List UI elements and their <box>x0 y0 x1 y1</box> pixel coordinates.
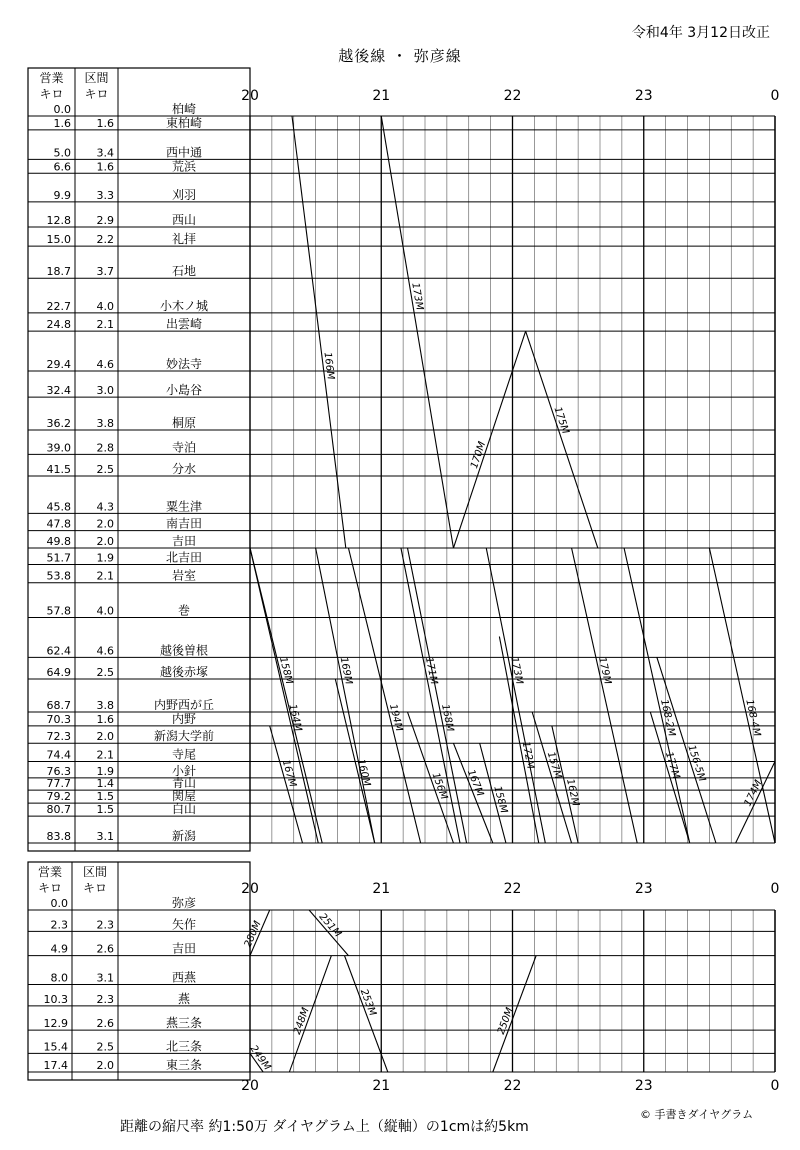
station-name: 吉田 <box>171 941 197 956</box>
station-name: 寺泊 <box>171 440 197 455</box>
station-km: 79.2 <box>46 790 71 804</box>
station-name: 小島谷 <box>165 383 203 398</box>
station-kukan-km: 3.8 <box>96 699 114 713</box>
station-kukan-km: 2.3 <box>96 918 114 932</box>
station-kukan-km: 1.5 <box>96 803 114 817</box>
station-kukan-km: 3.7 <box>96 265 114 279</box>
station-name: 吉田 <box>171 534 197 549</box>
station-name: 西山 <box>171 213 197 228</box>
echigo-train-168M <box>408 548 467 843</box>
header-kukan-kilo: 区間 <box>84 71 109 85</box>
echigo-train-label: 170M <box>469 440 489 471</box>
station-kukan-km: 3.4 <box>96 146 114 160</box>
echigo-train-label: 160M <box>354 758 373 788</box>
station-km: 15.0 <box>46 233 71 247</box>
station-kukan-km: 4.6 <box>96 358 114 372</box>
echigo-train-164M <box>250 548 318 843</box>
station-km: 49.8 <box>46 535 71 549</box>
station-km: 36.2 <box>46 417 71 431</box>
station-km: 24.8 <box>46 318 71 332</box>
station-kukan-km: 2.0 <box>96 535 114 549</box>
station-name: 刈羽 <box>171 187 197 202</box>
station-kukan-km: 1.6 <box>96 116 114 130</box>
station-km: 6.6 <box>53 160 71 174</box>
hour-label: 0 <box>770 881 780 897</box>
station-name: 関屋 <box>171 789 197 804</box>
hour-label-bottom: 22 <box>503 1078 522 1094</box>
station-kukan-km: 2.6 <box>96 942 114 956</box>
hour-label-bottom: 0 <box>770 1078 780 1094</box>
station-kukan-km: 1.5 <box>96 790 114 804</box>
station-kukan-km: 1.9 <box>96 764 114 778</box>
echigo-train-label: 156M <box>429 771 450 802</box>
station-km: 57.8 <box>46 604 71 618</box>
echigo-train-label: 173M <box>409 281 425 312</box>
station-km: 51.7 <box>46 551 71 565</box>
hour-label: 23 <box>634 88 653 104</box>
station-km: 2.3 <box>50 918 68 932</box>
hour-label: 20 <box>241 88 259 104</box>
station-km: 47.8 <box>46 517 71 531</box>
echigo-line-diagram <box>28 68 779 851</box>
copyright: © 手書きダイヤグラム <box>640 1108 754 1121</box>
station-kukan-km: 2.1 <box>96 318 114 332</box>
echigo-train-168-2M <box>624 548 690 843</box>
echigo-train-label: 171M <box>422 656 440 686</box>
station-kukan-km: 4.3 <box>96 500 114 514</box>
header-kukan-kilo: キロ <box>82 881 108 895</box>
echigo-train-label: 156-5M <box>685 743 708 783</box>
station-name: 東柏崎 <box>165 115 203 130</box>
echigo-train-173M <box>381 116 453 548</box>
station-kukan-km: 1.4 <box>96 777 114 791</box>
echigo-train-label: 168-2M <box>658 698 677 738</box>
hour-label: 22 <box>503 881 522 897</box>
hour-label: 23 <box>634 881 653 897</box>
station-name: 粟生津 <box>165 499 203 514</box>
page-title: 越後線 ・ 弥彦線 <box>338 47 462 65</box>
station-km: 5.0 <box>53 146 71 160</box>
yahiko-line-diagram <box>28 862 779 1094</box>
station-km: 1.6 <box>53 116 71 130</box>
station-km: 39.0 <box>46 441 71 455</box>
station-km: 83.8 <box>46 830 71 843</box>
station-kukan-km: 3.0 <box>96 384 114 398</box>
station-km: 74.4 <box>46 748 71 762</box>
echigo-train-label: 179M <box>596 656 613 686</box>
station-kukan-km: 2.0 <box>96 730 114 744</box>
station-kukan-km: 2.0 <box>96 1059 114 1072</box>
station-name: 岩室 <box>171 568 197 583</box>
station-km: 62.4 <box>46 644 71 658</box>
station-kukan-km: 2.9 <box>96 214 114 228</box>
station-kukan-km: 3.8 <box>96 417 114 431</box>
header-eigyo-kilo: 営業 <box>39 71 64 85</box>
station-km: 80.7 <box>46 803 71 817</box>
station-name: 青山 <box>171 776 197 791</box>
station-name: 石地 <box>171 264 197 279</box>
station-km: 9.9 <box>53 188 71 202</box>
header-kukan-kilo: キロ <box>84 87 109 101</box>
hour-label-bottom: 23 <box>634 1078 653 1094</box>
station-km: 0.0 <box>53 103 71 116</box>
station-km: 4.9 <box>50 942 68 956</box>
echigo-train-label: 175M <box>551 405 571 436</box>
echigo-train-label: 167M <box>464 768 486 798</box>
station-km: 18.7 <box>46 265 71 279</box>
station-name: 巻 <box>177 603 191 618</box>
yahiko-train-248M <box>289 956 331 1072</box>
station-km: 72.3 <box>46 730 71 744</box>
echigo-train-label: 166M <box>321 351 336 381</box>
station-kukan-km: 2.8 <box>96 441 114 455</box>
station-name: 越後赤塚 <box>159 665 209 680</box>
station-km: 12.8 <box>46 214 71 228</box>
station-kukan-km: 2.1 <box>96 748 114 762</box>
station-name: 寺尾 <box>171 747 197 762</box>
station-name: 燕 <box>177 991 191 1006</box>
yahiko-train-label: 248M <box>291 1006 312 1037</box>
echigo-train-label: 172M <box>519 740 536 770</box>
echigo-train-169M <box>316 548 375 843</box>
station-km: 22.7 <box>46 299 71 313</box>
station-km: 70.3 <box>46 712 71 726</box>
station-name: 西中通 <box>165 145 203 160</box>
echigo-train-168-4M <box>709 548 775 843</box>
station-name: 北三条 <box>165 1039 203 1054</box>
echigo-train-158M <box>250 548 322 843</box>
station-km: 53.8 <box>46 569 71 583</box>
yahiko-train-label: 249M <box>247 1043 273 1073</box>
yahiko-train-label: 251M <box>316 911 344 940</box>
station-kukan-km: 2.5 <box>96 1040 114 1054</box>
header-eigyo-kilo: キロ <box>39 87 64 101</box>
hour-label-bottom: 20 <box>241 1078 259 1094</box>
echigo-train-label: 167M <box>279 758 298 789</box>
station-name: 礼拝 <box>171 232 197 247</box>
station-kukan-km: 3.1 <box>96 971 114 985</box>
station-km: 15.4 <box>43 1040 68 1054</box>
station-km: 12.9 <box>43 1017 68 1031</box>
echigo-train-label: 158M <box>491 784 510 815</box>
station-name: 小木ノ城 <box>159 298 209 313</box>
hour-label: 21 <box>372 88 391 104</box>
station-name: 北吉田 <box>165 550 203 565</box>
station-kukan-km: 2.5 <box>96 666 114 680</box>
station-kukan-km: 1.9 <box>96 551 114 565</box>
echigo-train-label: 177M <box>662 750 682 781</box>
station-kukan-km: 1.6 <box>96 160 114 174</box>
station-name: 新潟大学前 <box>153 729 215 744</box>
station-name: 小針 <box>171 763 197 778</box>
echigo-train-label: 157M <box>544 750 564 781</box>
station-name: 内野 <box>171 711 197 726</box>
station-km: 68.7 <box>46 699 71 713</box>
station-kukan-km: 4.0 <box>96 604 114 618</box>
station-kukan-km: 4.0 <box>96 299 114 313</box>
station-name: 東三条 <box>165 1058 203 1072</box>
station-km: 64.9 <box>46 666 71 680</box>
echigo-train-label: 162M <box>564 777 581 808</box>
echigo-train-170M <box>453 331 525 548</box>
station-name: 妙法寺 <box>165 357 203 372</box>
station-kukan-km: 2.2 <box>96 233 114 247</box>
hour-label: 20 <box>241 881 259 897</box>
echigo-train-label: 169M <box>337 656 354 686</box>
station-name: 南吉田 <box>165 516 203 531</box>
echigo-train-label: 168-4M <box>743 698 763 738</box>
station-km: 0.0 <box>50 897 68 910</box>
station-km: 76.3 <box>46 764 71 778</box>
header-eigyo-kilo: 営業 <box>37 865 63 879</box>
yahiko-train-label: 253M <box>357 987 378 1018</box>
station-name: 越後曽根 <box>159 643 209 658</box>
station-name: 燕三条 <box>165 1016 203 1031</box>
echigo-train-label: 168M <box>439 703 456 733</box>
station-km: 8.0 <box>50 971 68 985</box>
revision-date: 令和4年 3月12日改正 <box>631 25 770 41</box>
hour-label: 21 <box>372 881 391 897</box>
station-kukan-km: 2.3 <box>96 992 114 1006</box>
station-name: 弥彦 <box>171 896 197 910</box>
hour-label: 22 <box>503 88 522 104</box>
station-name: 西燕 <box>171 970 197 985</box>
station-km: 29.4 <box>46 358 71 372</box>
station-name: 出雲崎 <box>165 317 203 332</box>
echigo-train-label: 158M <box>276 655 295 686</box>
station-km: 41.5 <box>46 463 71 477</box>
station-kukan-km: 2.0 <box>96 517 114 531</box>
station-name: 白山 <box>171 802 197 817</box>
station-km: 10.3 <box>43 992 68 1006</box>
station-km: 17.4 <box>43 1059 68 1072</box>
header-kukan-kilo: 区間 <box>82 865 108 879</box>
yahiko-train-label: 280M <box>242 919 264 950</box>
yahiko-train-label: 250M <box>495 1006 516 1037</box>
echigo-train-label: 173M <box>508 656 525 686</box>
echigo-train-179M <box>572 548 638 843</box>
station-kukan-km: 2.1 <box>96 569 114 583</box>
echigo-train-label: 174M <box>742 778 765 809</box>
station-name: 内野西が丘 <box>153 698 215 713</box>
echigo-train-label: 164M <box>286 703 304 733</box>
station-km: 32.4 <box>46 384 71 398</box>
station-name: 分水 <box>171 462 197 477</box>
echigo-train-175M <box>526 331 598 548</box>
scale-note: 距離の縮尺率 約1:50万 ダイヤグラム上（縦軸）の1cmは約5km <box>120 1119 529 1135</box>
station-kukan-km: 2.6 <box>96 1017 114 1031</box>
station-name: 桐原 <box>171 416 197 431</box>
station-kukan-km: 2.5 <box>96 463 114 477</box>
station-kukan-km: 1.6 <box>96 712 114 726</box>
station-name: 新潟 <box>171 829 197 843</box>
station-name: 矢作 <box>171 917 197 932</box>
station-kukan-km: 3.1 <box>96 830 114 843</box>
station-name: 柏崎 <box>171 102 197 116</box>
station-km: 77.7 <box>46 777 71 791</box>
station-kukan-km: 4.6 <box>96 644 114 658</box>
hour-label-bottom: 21 <box>372 1078 391 1094</box>
hour-label: 0 <box>770 88 780 104</box>
echigo-train-label: 194M <box>386 703 405 733</box>
station-km: 45.8 <box>46 500 71 514</box>
header-eigyo-kilo: キロ <box>37 881 63 895</box>
station-name: 荒浜 <box>171 159 197 174</box>
station-kukan-km: 3.3 <box>96 188 114 202</box>
